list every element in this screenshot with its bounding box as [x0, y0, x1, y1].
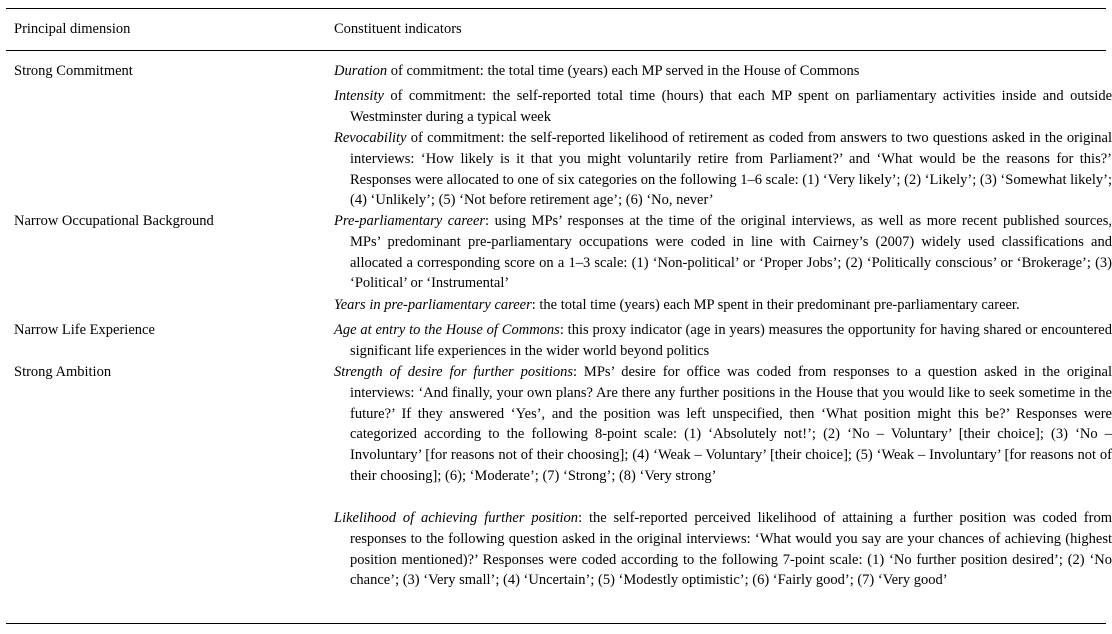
- indicator-strength-of-desire: [334, 362, 1112, 487]
- indicator-description: of commitment: the self-reported total time (hours) that each MP spent on parliamentary activities inside and outside Westminster during a typical week: [350, 88, 1112, 125]
- indicator-term: Duration: [334, 63, 388, 79]
- indicator-term: Intensity: [334, 88, 384, 104]
- indicator-revocability: [334, 128, 1112, 211]
- indicator-term: Age at entry to the House of Commons: [334, 322, 560, 338]
- indicator-description: of commitment: the self-reported likelihood of retirement as coded from answers to two questions asked in the original interviews: ‘How likely is it that you might voluntarily retire from Parliament?’ and ‘What would be the reasons for this?’ Responses were allocated to one of six categories on the following 1–6 scale: (1) ‘Very likely’; (2) ‘Likely’; (3) ‘Somewhat likely’; (4) ‘Unlikely’; (5) ‘Not before retirement age’; (6) ‘No, never’: [350, 130, 1112, 209]
- dimension-narrow-life-experience: Narrow Life Experience: [14, 322, 155, 338]
- indicator-description: : the total time (years) each MP spent in their predominant pre-parliamentary career.: [531, 297, 1020, 313]
- dimension-strong-ambition: Strong Ambition: [14, 364, 112, 380]
- indicator-pre-parliamentary-career: [334, 211, 1112, 294]
- header-constituent-indicators: Constituent indicators: [334, 21, 462, 37]
- indicator-term: Revocability: [334, 130, 407, 146]
- dimension-strong-commitment: Strong Commitment: [14, 63, 133, 79]
- indicator-likelihood-of-achieving: [334, 508, 1112, 591]
- indicator-description: : MPs’ desire for office was coded from responses to a question asked in the original interviews: ‘And finally, your own plans? Are there any further positions in the House that you would like to seek sometime in the future?’ If they answered ‘Yes’, and the position was left unspecified, then ‘What position might this be?’ Responses were categorized according to the following 8-point scale: (1) ‘Absolutely not!’; (2) ‘No – Voluntary’ [their choice]; (3) ‘No – Involuntary’ [for reasons not of their choosing]; (4) ‘Weak – Voluntary’ [their choice]; (5) ‘Weak – Involuntary’ [for reasons not of their choosing]; (6); ‘Moderate’; (7) ‘Strong’; (8) ‘Very strong’: [350, 364, 1112, 484]
- indicator-description: of commitment: the total time (years) each MP served in the House of Commons: [387, 63, 860, 79]
- dimension-narrow-occupational-background: Narrow Occupational Background: [14, 213, 214, 229]
- indicator-description: : using MPs’ responses at the time of the original interviews, as well as more recent published sources, MPs’ predominant pre-parliamentary occupations were coded in line with Cairney’s (2007) widely used classifications and allocated a corresponding score on a 1–3 scale: (1) ‘Non-political’ or ‘Proper Jobs’; (2) ‘Politically conscious’ or ‘Brokerage’; (3) ‘Political’ or ‘Instrumental’: [350, 213, 1112, 292]
- indicator-term: Likelihood of achieving further position: [334, 510, 579, 526]
- header-principal-dimension: Principal dimension: [14, 21, 131, 37]
- indicator-description: : the self-reported perceived likelihood of attaining a further position was coded from responses to the following question asked in the original interviews: ‘What would you say are your chances of achieving (highest position mentioned)?’ Responses were coded according to the following 7-point scale: (1) ‘No further position desired’; (2) ‘No chance’; (3) ‘Very small’; (4) ‘Uncertain’; (5) ‘Modestly optimistic’; (6) ‘Fairly good’; (7) ‘Very good’: [350, 510, 1112, 589]
- table-bottom-rule: [6, 623, 1106, 624]
- indicator-age-at-entry: [334, 320, 1112, 362]
- indicator-term: Strength of desire for further positions: [334, 364, 573, 380]
- indicator-years-in-career: [334, 295, 1112, 316]
- indicator-term: Years in pre-parliamentary career: [334, 297, 532, 313]
- table-header-rule: [6, 50, 1106, 51]
- table-top-rule: [6, 8, 1106, 9]
- indicator-duration: [334, 61, 1112, 82]
- indicator-intensity: [334, 86, 1112, 128]
- indicator-description: : this proxy indicator (age in years) measures the opportunity for having shared or encountered significant life experiences in the wider world beyond politics: [350, 322, 1112, 359]
- indicator-term: Pre-parliamentary career: [334, 213, 486, 229]
